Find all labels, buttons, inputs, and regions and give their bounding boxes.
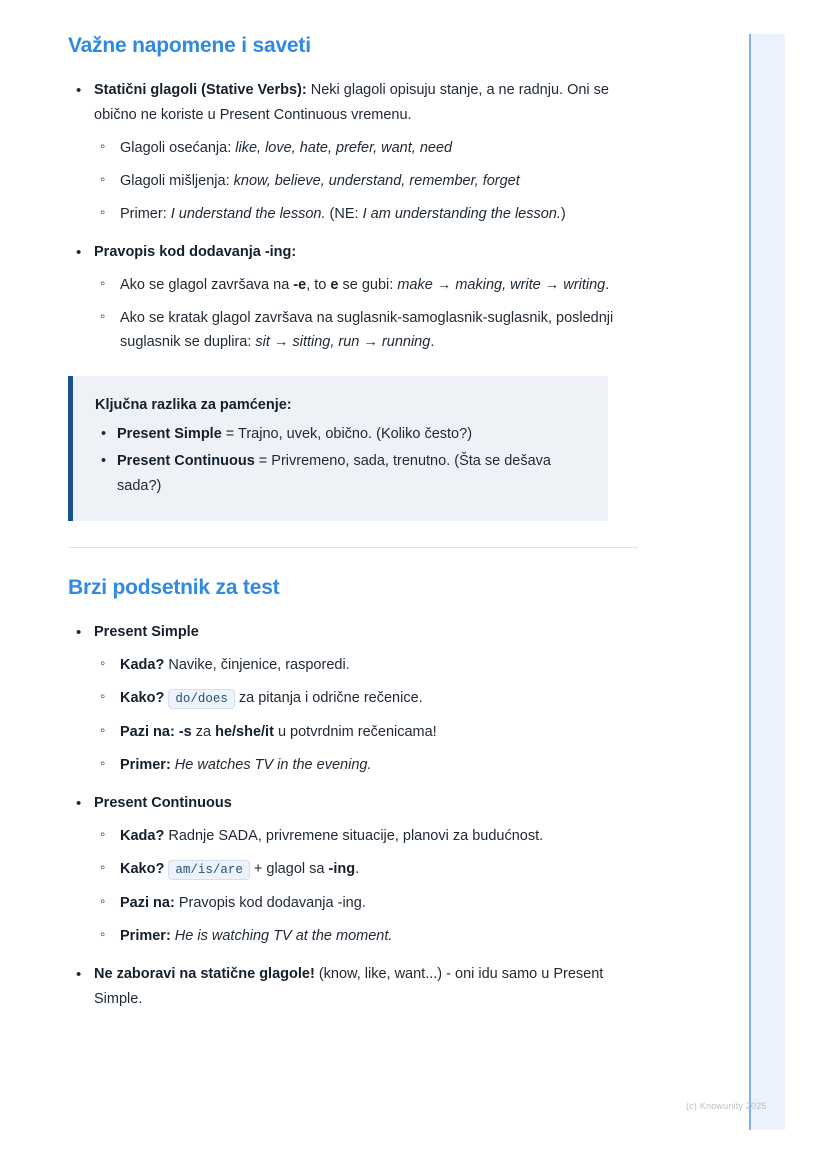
callout-present-simple-label: Present Simple	[117, 426, 222, 442]
pc-kako-text1: + glagol sa	[249, 861, 329, 877]
ps-kako-label: Kako?	[120, 690, 165, 706]
list-item	[94, 169, 638, 193]
rule-double-examples: sit → sitting, run → running	[255, 334, 431, 350]
list-item	[95, 449, 586, 499]
present-simple-heading: Present Simple	[94, 624, 199, 640]
list-item	[94, 202, 638, 226]
rule-e-bold1: -e	[293, 277, 307, 293]
list-item	[68, 78, 638, 226]
page-footer: (c) Knowunity 2025	[686, 1101, 767, 1111]
ps-auxiliary-code: do/does	[168, 689, 235, 709]
key-difference-callout	[68, 376, 608, 521]
callout-list	[95, 422, 586, 499]
pc-pazi-label: Pazi na:	[120, 895, 175, 911]
pc-kako-bold2: -ing	[328, 861, 356, 877]
ps-pazi-text2: u potvrdnim rečenicama!	[273, 724, 437, 740]
rule-double-text: Ako se kratak glagol završava na suglasnik-samoglasnik-suglasnik, poslednji suglasnik se duplira:	[120, 310, 614, 350]
stative-example-wrong: I am understanding the lesson.	[362, 206, 561, 222]
present-continuous-heading: Present Continuous	[94, 795, 232, 811]
pc-kada-text: Radnje SADA, privremene situacije, planovi za budućnost.	[164, 828, 544, 844]
stative-example-label: Primer:	[120, 206, 171, 222]
list-item	[68, 620, 638, 777]
rule-e-tail: .	[605, 277, 610, 293]
ps-pazi-label: Pazi na: -s	[120, 724, 192, 740]
spelling-ing-label: Pravopis kod dodavanja -ing:	[94, 244, 297, 260]
list-item	[94, 653, 638, 677]
pc-pazi-text: Pravopis kod dodavanja -ing.	[174, 895, 366, 911]
list-item	[94, 273, 638, 297]
page-title-notes: Važne napomene i saveti	[68, 34, 311, 57]
rule-e-bold2: e	[330, 277, 339, 293]
notes-list	[68, 78, 638, 354]
list-item	[94, 306, 638, 354]
stative-verbs-text: Neki glagoli opisuju stanje, a ne radnju. Oni se obično ne koriste u Present Continuous vremenu.	[94, 82, 609, 123]
list-item	[68, 240, 638, 354]
callout-present-continuous-text: = Privremeno, sada, trenutno. (Šta se dešava sada?)	[117, 453, 551, 494]
rule-e-text3: se gubi:	[338, 277, 398, 293]
callout-present-continuous-label: Present Continuous	[117, 453, 255, 469]
present-simple-sublist	[94, 653, 638, 777]
list-item	[94, 686, 638, 711]
page-side-rail-line	[749, 34, 751, 1130]
final-reminder-label: Ne zaboravi na statične glagole!	[94, 966, 315, 982]
stative-verbs-label: Statični glagoli (Stative Verbs):	[94, 82, 307, 98]
page-title-quickreview: Brzi podsetnik za test	[68, 576, 280, 599]
quick-review-list	[68, 620, 638, 1012]
feelings-verbs-label: Glagoli osećanja:	[120, 140, 236, 156]
pc-kako-text2: .	[355, 861, 360, 877]
list-item	[68, 962, 638, 1012]
list-item	[94, 924, 638, 948]
page-side-rail	[750, 34, 785, 1130]
list-item	[94, 753, 638, 777]
section-divider	[68, 547, 638, 548]
ps-pazi-bold2: he/she/it	[215, 724, 274, 740]
list-item	[94, 824, 638, 848]
thinking-verbs-label: Glagoli mišljenja:	[120, 173, 234, 189]
thinking-verbs-examples: know, believe, understand, remember, forget	[233, 173, 520, 189]
list-item	[94, 720, 638, 744]
list-item	[95, 422, 586, 447]
callout-present-simple-text: = Trajno, uvek, obično. (Koliko često?)	[221, 426, 473, 442]
ps-kada-text: Navike, činjenice, rasporedi.	[164, 657, 350, 673]
stative-example-correct: I understand the lesson.	[170, 206, 326, 222]
stative-example-tail2: )	[560, 206, 566, 222]
rule-e-examples: make → making, write → writing	[397, 277, 606, 293]
list-item	[94, 857, 638, 882]
pc-auxiliary-code: am/is/are	[168, 860, 250, 880]
ps-primer-label: Primer:	[120, 757, 171, 773]
rule-e-text2: , to	[306, 277, 331, 293]
pc-primer-text: He is watching TV at the moment.	[170, 928, 393, 944]
list-item	[68, 791, 638, 948]
ps-kada-label: Kada?	[120, 657, 165, 673]
pc-kako-label: Kako?	[120, 861, 165, 877]
document-content	[68, 32, 638, 1026]
ps-kako-text: za pitanja i odrične rečenice.	[234, 690, 423, 706]
rule-e-text1: Ako se glagol završava na	[120, 277, 294, 293]
spelling-ing-sublist	[94, 273, 638, 354]
feelings-verbs-examples: like, love, hate, prefer, want, need	[235, 140, 453, 156]
callout-title: Ključna razlika za pamćenje:	[95, 397, 292, 413]
ps-pazi-text1: za	[191, 724, 216, 740]
ps-primer-text: He watches TV in the evening.	[170, 757, 372, 773]
present-continuous-sublist	[94, 824, 638, 948]
rule-double-tail: .	[430, 334, 435, 350]
final-reminder-text: (know, like, want...) - oni idu samo u Present Simple.	[94, 966, 604, 1007]
pc-kada-label: Kada?	[120, 828, 165, 844]
stative-example-tail: (NE:	[325, 206, 363, 222]
pc-primer-label: Primer:	[120, 928, 171, 944]
list-item	[94, 136, 638, 160]
list-item	[94, 891, 638, 915]
stative-verbs-sublist	[94, 136, 638, 226]
